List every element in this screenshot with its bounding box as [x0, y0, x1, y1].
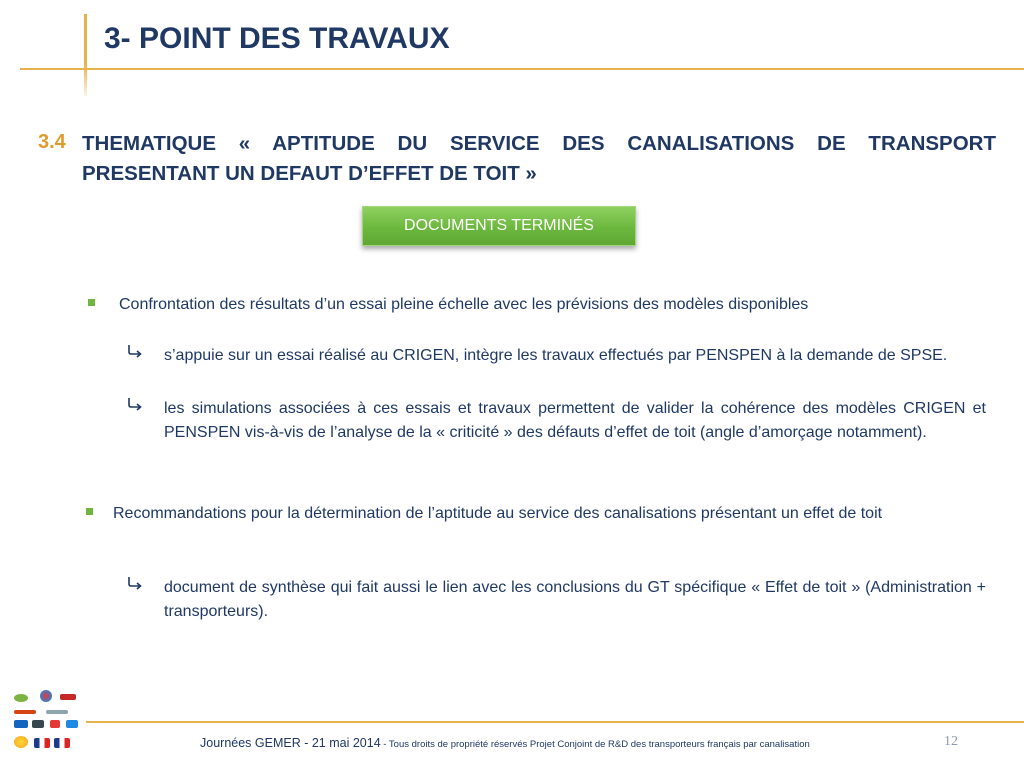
- subitem-text: document de synthèse qui fait aussi le lien avec les conclusions du GT spécifique « Effet de toit » (Administration + transporteurs).: [164, 579, 986, 620]
- footer-text: [200, 734, 810, 752]
- logo-red-blue-icon: [40, 690, 52, 702]
- logo-red-icon: [50, 720, 60, 728]
- section-number: 3.4: [38, 131, 66, 153]
- subitem-text: s’appuie sur un essai réalisé au CRIGEN, intègre les travaux effectués par PENSPEN à la demande de SPSE.: [164, 347, 948, 364]
- bullet-text: Confrontation des résultats d’un essai pleine échelle avec les prévisions des modèles disponibles: [119, 296, 809, 313]
- curved-arrow-icon: [126, 343, 144, 359]
- logo-dark-icon: [32, 720, 44, 728]
- logo-tigf-icon: [60, 694, 76, 700]
- logo-green-icon: [14, 694, 28, 702]
- footer-event: Journées GEMER - 21 mai 2014: [200, 736, 381, 750]
- logo-spse-icon: [14, 720, 28, 728]
- documents-status-button[interactable]: DOCUMENTS TERMINÉS: [362, 206, 636, 246]
- header-accent-horizontal-line: [20, 68, 1024, 70]
- subitem-text: les simulations associées à ces essais et travaux permettent de valider la cohérence des modèles CRIGEN et PENSPEN vis-à-vis de l’analyse de la « criticité » des défauts d’effet de toit (angle d’amorçage notamment).: [164, 400, 986, 441]
- page-title: 3- POINT DES TRAVAUX: [104, 22, 450, 55]
- bullet-text: Recommandations pour la détermination de l’aptitude au service des canalisations présentant un effet de toit: [113, 505, 883, 522]
- curved-arrow-icon: [126, 396, 144, 412]
- footer-line: [86, 721, 1024, 723]
- curved-arrow-icon: [126, 575, 144, 591]
- partner-logos: [10, 686, 82, 756]
- square-bullet-icon: [86, 508, 93, 515]
- square-bullet-icon: [88, 299, 95, 306]
- header-accent-vertical-line: [84, 14, 87, 96]
- logo-line-icon: [14, 710, 36, 714]
- logo-yellow-icon: [14, 736, 28, 748]
- logo-small-icon: [46, 710, 68, 714]
- logo-flag-icon: [54, 738, 70, 748]
- logo-flag-icon: [34, 738, 50, 748]
- page-number: 12: [944, 734, 958, 749]
- footer-rights: - Tous droits de propriété réservés Projet Conjoint de R&D des transporteurs français par canalisation: [380, 739, 810, 750]
- section-heading: THEMATIQUE « APTITUDE DU SERVICE DES CANALISATIONS DE TRANSPORT PRESENTANT UN DEFAUT D’EFFET DE TOIT »: [82, 132, 996, 185]
- logo-blue-icon: [66, 720, 78, 728]
